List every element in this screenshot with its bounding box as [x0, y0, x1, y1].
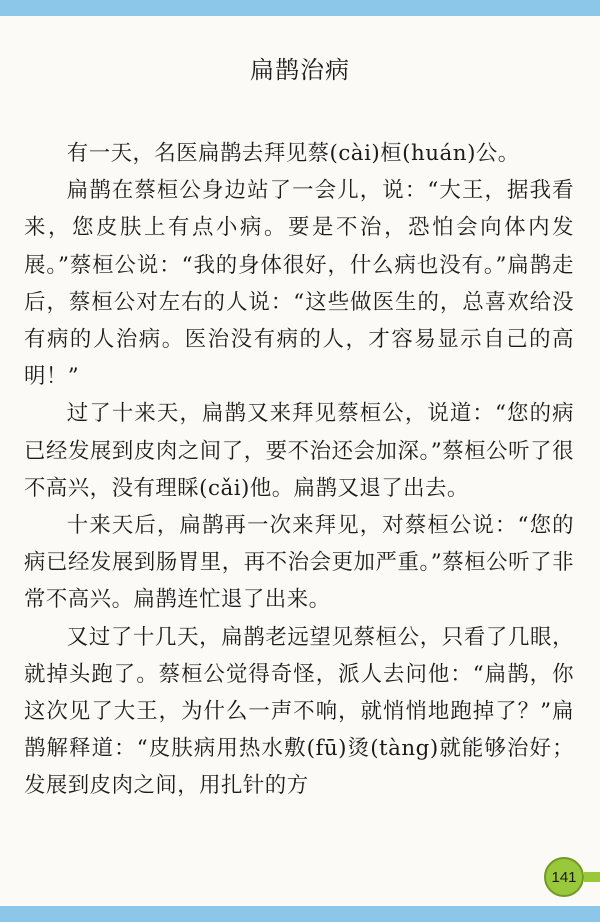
paragraph: 扁鹊在蔡桓公身边站了一会儿，说：“大王，据我看来，您皮肤上有点小病。要是不治，恐怕会向体内发展。”蔡桓公说：“我的身体很好，什么病也没有。”扁鹊走后，蔡桓公对左右的人说：“这些做医生的，总喜欢给没有病的人治病。医治没有病的人，才容易显示自己的高明！” — [24, 178, 574, 390]
page-tab — [584, 872, 600, 882]
page-number: 141 — [551, 868, 577, 886]
paragraph: 又过了十几天，扁鹊老远望见蔡桓公，只看了几眼，就掉头跑了。蔡桓公觉得奇怪，派人去问他：“扁鹊，你这次见了大王，为什么一声不响，就悄悄地跑掉了？”扁鹊解释道：“皮肤病用热水敷(fū)烫(tàng)就能够治好；发展到皮肉之间，用扎针的方 — [24, 624, 574, 799]
page-number-badge — [544, 857, 584, 897]
bottom-border — [0, 906, 600, 922]
story-text — [24, 135, 574, 805]
top-border — [0, 0, 600, 16]
paragraph: 十来天后，扁鹊再一次来拜见，对蔡桓公说：“您的病已经发展到肠胃里，再不治会更加严重。”蔡桓公听了非常不高兴。扁鹊连忙退了出来。 — [24, 513, 574, 613]
paragraph: 有一天，名医扁鹊去拜见蔡(cài)桓(huán)公。 — [66, 141, 520, 166]
page-title: 扁鹊治病 — [250, 56, 350, 84]
paragraph: 过了十来天，扁鹊又来拜见蔡桓公，说道：“您的病已经发展到皮肉之间了，要不治还会加深。”蔡桓公听了很不高兴，没有理睬(cǎi)他。扁鹊又退了出去。 — [24, 401, 574, 501]
